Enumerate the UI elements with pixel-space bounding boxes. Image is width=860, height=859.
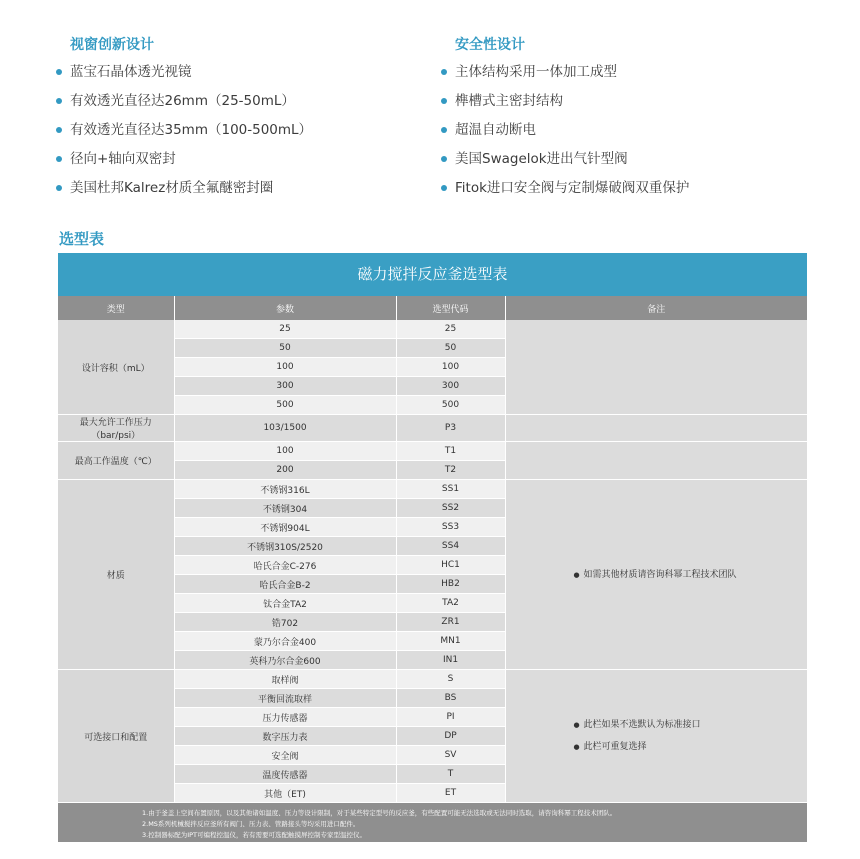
param-cell: 103/1500: [174, 415, 396, 442]
code-cell: IN1: [396, 651, 505, 670]
param-cell: 100: [174, 358, 396, 377]
selection-table: [58, 253, 807, 842]
type-cell: 最大允许工作压力（bar/psi）: [58, 415, 174, 442]
code-cell: 100: [396, 358, 505, 377]
code-cell: SS1: [396, 480, 505, 499]
code-cell: SS4: [396, 537, 505, 556]
param-cell: 锆702: [174, 613, 396, 632]
header-type: 类型: [58, 296, 174, 320]
param-cell: 50: [174, 339, 396, 358]
param-cell: 温度传感器: [174, 765, 396, 784]
feature-item: 主体结构采用一体加工成型: [441, 62, 689, 91]
param-cell: 压力传感器: [174, 708, 396, 727]
type-cell: 材质: [58, 480, 174, 670]
code-cell: 300: [396, 377, 505, 396]
code-cell: MN1: [396, 632, 505, 651]
code-cell: TA2: [396, 594, 505, 613]
param-cell: 100: [174, 442, 396, 461]
param-cell: 取样阀: [174, 670, 396, 689]
code-cell: SS2: [396, 499, 505, 518]
code-cell: 500: [396, 396, 505, 415]
param-cell: 平衡回流取样: [174, 689, 396, 708]
code-cell: ZR1: [396, 613, 505, 632]
code-cell: T1: [396, 442, 505, 461]
type-cell: 设计容积（mL）: [58, 320, 174, 415]
param-cell: 哈氏合金C-276: [174, 556, 396, 575]
param-cell: 安全阀: [174, 746, 396, 765]
table-row: [58, 480, 807, 499]
feature-item: 有效透光直径达26mm（25-50mL）: [56, 91, 312, 120]
code-cell: T: [396, 765, 505, 784]
param-cell: 钛合金TA2: [174, 594, 396, 613]
feature-item: 美国杜邦Kalrez材质全氟醚密封圈: [56, 178, 312, 207]
param-cell: 其他（ET): [174, 784, 396, 803]
header-note: 备注: [505, 296, 807, 320]
safety-design-title: 安全性设计: [455, 37, 525, 53]
safety-design-features: [455, 34, 689, 207]
table-row: [58, 442, 807, 461]
code-cell: 50: [396, 339, 505, 358]
param-cell: 蒙乃尔合金400: [174, 632, 396, 651]
feature-item: 美国Swagelok进出气针型阀: [441, 149, 689, 178]
code-cell: HC1: [396, 556, 505, 575]
param-cell: 300: [174, 377, 396, 396]
param-cell: 不锈钢304: [174, 499, 396, 518]
param-cell: 哈氏合金B-2: [174, 575, 396, 594]
code-cell: 25: [396, 320, 505, 339]
code-cell: SV: [396, 746, 505, 765]
param-cell: 不锈钢310S/2520: [174, 537, 396, 556]
note-cell: [505, 480, 807, 670]
feature-item: 蓝宝石晶体透光视镜: [56, 62, 312, 91]
code-cell: ET: [396, 784, 505, 803]
type-cell: 最高工作温度（℃）: [58, 442, 174, 480]
code-cell: PI: [396, 708, 505, 727]
param-cell: 不锈钢904L: [174, 518, 396, 537]
code-cell: BS: [396, 689, 505, 708]
table-banner: 磁力搅拌反应釜选型表: [58, 253, 807, 296]
note-cell: [505, 320, 807, 415]
code-cell: DP: [396, 727, 505, 746]
param-cell: 英科乃尔合金600: [174, 651, 396, 670]
param-cell: 500: [174, 396, 396, 415]
window-design-features: [70, 34, 312, 207]
code-cell: P3: [396, 415, 505, 442]
material-note: ● 如需其他材质请咨询科幂工程技术团队: [506, 564, 808, 586]
note-cell: [505, 670, 807, 803]
table-row: [58, 670, 807, 689]
footnote-line: 2.MS系列机械搅拌反应釜所有阀门、压力表、管路接头等均采用进口配件。: [142, 820, 360, 828]
note-cell: [505, 415, 807, 442]
type-cell: 可选接口和配置: [58, 670, 174, 803]
code-cell: HB2: [396, 575, 505, 594]
table-footnotes: [58, 803, 807, 842]
param-cell: 25: [174, 320, 396, 339]
code-cell: SS3: [396, 518, 505, 537]
section-title: 选型表: [59, 230, 105, 248]
options-note: ● 此栏可重复选择: [506, 736, 808, 758]
feature-item: Fitok进口安全阀与定制爆破阀双重保护: [441, 178, 689, 207]
table-row: [58, 320, 807, 339]
param-cell: 数字压力表: [174, 727, 396, 746]
note-cell: [505, 442, 807, 480]
window-design-title: 视窗创新设计: [70, 37, 154, 53]
code-cell: S: [396, 670, 505, 689]
header-code: 选型代码: [396, 296, 505, 320]
param-cell: 200: [174, 461, 396, 480]
feature-item: 超温自动断电: [441, 120, 689, 149]
param-cell: 不锈钢316L: [174, 480, 396, 499]
feature-item: 径向+轴向双密封: [56, 149, 312, 178]
feature-item: 有效透光直径达35mm（100-500mL）: [56, 120, 312, 149]
table-header-row: [58, 296, 807, 320]
footnote-line: 3.控制器标配为IPT可编程控温仪，若有需要可选配触摸屏控制专家型温控仪。: [142, 831, 367, 839]
table-row: [58, 415, 807, 442]
footnote-line: 1.由于釜盖上空间布置原因，以及其他诸如温度、压力等设计限制，对于某些特定型号的反应釜，有些配置可能无法选取或无法同时选取，请咨询科幂工程技术团队。: [142, 809, 617, 817]
feature-item: 榫槽式主密封结构: [441, 91, 689, 120]
options-note: ● 此栏如果不选默认为标准接口: [506, 714, 808, 736]
selection-grid: [58, 296, 807, 803]
header-param: 参数: [174, 296, 396, 320]
code-cell: T2: [396, 461, 505, 480]
